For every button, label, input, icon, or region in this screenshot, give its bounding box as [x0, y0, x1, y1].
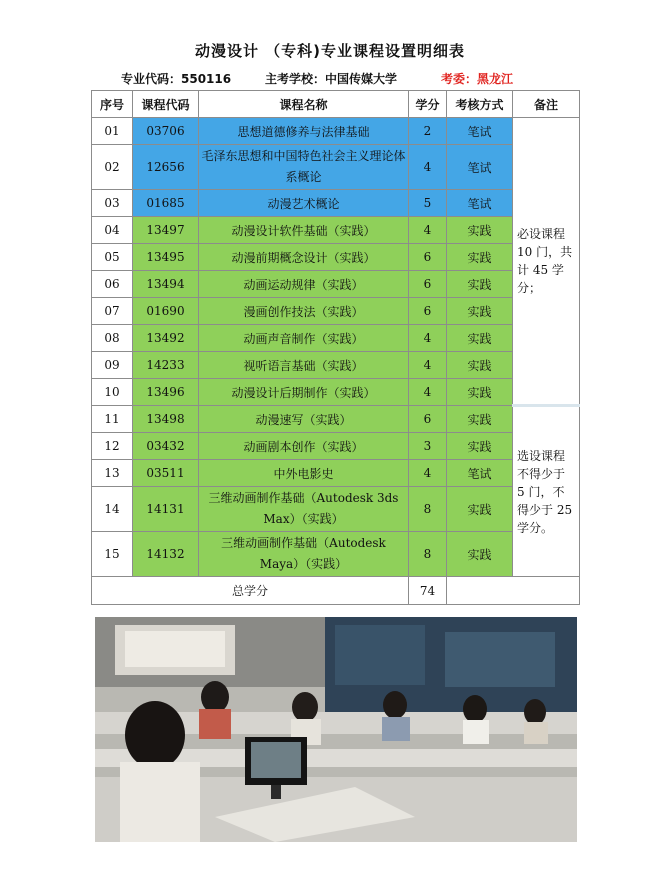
row-name: 思想道德修养与法律基础	[199, 118, 409, 145]
row-name: 动画运动规律（实践）	[199, 271, 409, 298]
row-code: 13496	[133, 379, 199, 406]
row-credit: 5	[409, 190, 447, 217]
row-code: 14132	[133, 532, 199, 577]
row-code: 13495	[133, 244, 199, 271]
table-row	[92, 433, 580, 460]
row-name: 动画剧本创作（实践）	[199, 433, 409, 460]
total-row	[92, 577, 580, 605]
total-empty	[447, 577, 580, 605]
row-name: 动漫设计后期制作（实践）	[199, 379, 409, 406]
row-credit: 6	[409, 244, 447, 271]
row-name: 中外电影史	[199, 460, 409, 487]
table-header-row	[92, 91, 580, 118]
note-elective: 选设课程不得少于 5 门，不得少于 25 学分。	[513, 406, 580, 577]
row-code: 12656	[133, 145, 199, 190]
row-exam: 实践	[447, 487, 513, 532]
row-exam: 实践	[447, 271, 513, 298]
row-credit: 4	[409, 460, 447, 487]
header-name: 课程名称	[199, 91, 409, 118]
row-exam: 笔试	[447, 460, 513, 487]
table-row	[92, 379, 580, 406]
total-label: 总学分	[92, 577, 409, 605]
header-credit: 学分	[409, 91, 447, 118]
row-exam: 笔试	[447, 145, 513, 190]
row-credit: 8	[409, 487, 447, 532]
row-credit: 4	[409, 145, 447, 190]
major-code: 专业代码：550116	[121, 72, 232, 86]
table-row	[92, 352, 580, 379]
row-credit: 4	[409, 352, 447, 379]
row-exam: 实践	[447, 352, 513, 379]
note-required: 必设课程 10 门，共计 45 学分；	[513, 118, 580, 406]
row-code: 14233	[133, 352, 199, 379]
row-credit: 6	[409, 271, 447, 298]
page-title: 动漫设计 （专科)专业课程设置明细表	[194, 42, 466, 60]
row-no: 15	[92, 532, 133, 577]
row-code: 13497	[133, 217, 199, 244]
row-name: 动漫设计软件基础（实践）	[199, 217, 409, 244]
row-credit: 4	[409, 325, 447, 352]
row-no: 04	[92, 217, 133, 244]
row-no: 03	[92, 190, 133, 217]
row-code: 01690	[133, 298, 199, 325]
row-no: 02	[92, 145, 133, 190]
row-credit: 8	[409, 532, 447, 577]
row-no: 06	[92, 271, 133, 298]
table-row	[92, 487, 580, 532]
row-code: 14131	[133, 487, 199, 532]
classroom-photo	[95, 617, 577, 842]
header-no: 序号	[92, 91, 133, 118]
table-row	[92, 190, 580, 217]
row-credit: 6	[409, 406, 447, 433]
table-row	[92, 325, 580, 352]
table-row	[92, 217, 580, 244]
row-exam: 实践	[447, 244, 513, 271]
row-no: 13	[92, 460, 133, 487]
row-name: 动画声音制作（实践）	[199, 325, 409, 352]
row-no: 09	[92, 352, 133, 379]
row-credit: 3	[409, 433, 447, 460]
row-code: 03706	[133, 118, 199, 145]
row-credit: 2	[409, 118, 447, 145]
exam-school: 主考学校：中国传媒大学	[265, 72, 398, 86]
row-exam: 笔试	[447, 118, 513, 145]
row-name: 漫画创作技法（实践）	[199, 298, 409, 325]
table-row	[92, 145, 580, 190]
total-value: 74	[409, 577, 447, 605]
table-row	[92, 118, 580, 145]
table-row	[92, 532, 580, 577]
header-note: 备注	[513, 91, 580, 118]
row-name: 三维动画制作基础（Autodesk Maya）（实践）	[199, 532, 409, 577]
row-code: 03511	[133, 460, 199, 487]
course-table	[91, 90, 580, 605]
exam-committee: 考委：黑龙江	[441, 72, 514, 86]
row-no: 01	[92, 118, 133, 145]
row-credit: 6	[409, 298, 447, 325]
row-exam: 实践	[447, 379, 513, 406]
header-code: 课程代码	[133, 91, 199, 118]
table-row	[92, 271, 580, 298]
row-code: 13492	[133, 325, 199, 352]
row-name: 三维动画制作基础（Autodesk 3ds Max）（实践）	[199, 487, 409, 532]
row-no: 10	[92, 379, 133, 406]
table-row	[92, 460, 580, 487]
row-credit: 4	[409, 217, 447, 244]
row-credit: 4	[409, 379, 447, 406]
row-exam: 实践	[447, 325, 513, 352]
table-row	[92, 406, 580, 433]
row-exam: 实践	[447, 532, 513, 577]
row-name: 毛泽东思想和中国特色社会主义理论体系概论	[199, 145, 409, 190]
row-exam: 笔试	[447, 190, 513, 217]
row-name: 视听语言基础（实践）	[199, 352, 409, 379]
row-code: 13498	[133, 406, 199, 433]
row-name: 动漫前期概念设计（实践）	[199, 244, 409, 271]
row-no: 12	[92, 433, 133, 460]
row-no: 07	[92, 298, 133, 325]
header-exam: 考核方式	[447, 91, 513, 118]
row-name: 动漫速写（实践）	[199, 406, 409, 433]
row-exam: 实践	[447, 217, 513, 244]
row-name: 动漫艺术概论	[199, 190, 409, 217]
row-no: 05	[92, 244, 133, 271]
row-exam: 实践	[447, 406, 513, 433]
row-code: 03432	[133, 433, 199, 460]
table-row	[92, 298, 580, 325]
row-exam: 实践	[447, 433, 513, 460]
row-code: 01685	[133, 190, 199, 217]
row-code: 13494	[133, 271, 199, 298]
row-no: 08	[92, 325, 133, 352]
row-exam: 实践	[447, 298, 513, 325]
row-no: 14	[92, 487, 133, 532]
table-row	[92, 244, 580, 271]
row-no: 11	[92, 406, 133, 433]
